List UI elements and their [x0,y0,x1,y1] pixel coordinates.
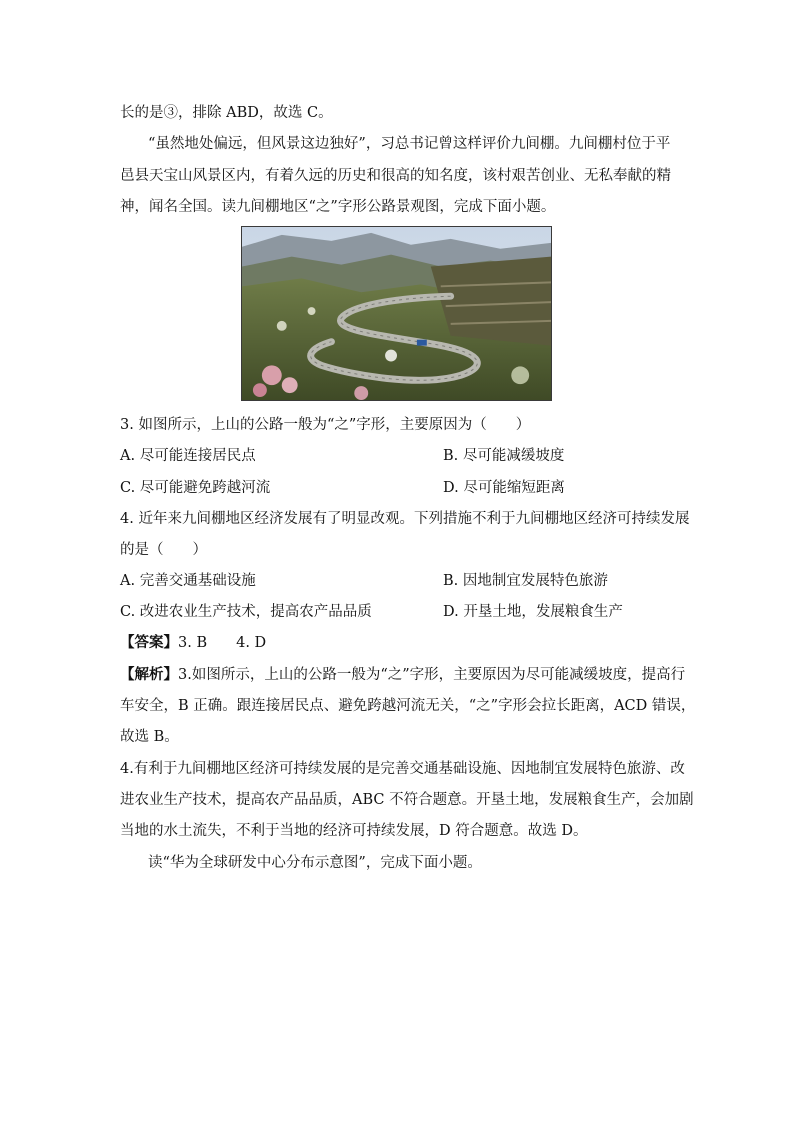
analysis-line-4: 4.有利于九间棚地区经济可持续发展的是完善交通基础设施、因地制宜发展特色旅游、改 [120,761,685,777]
answer-line [120,633,266,653]
question-4-stem-line-1: 4. 近年来九间棚地区经济发展有了明显改观。下列措施不利于九间棚地区经济可持续发展 [120,511,690,527]
analysis-line-3: 故选 B。 [120,729,179,745]
question-3-option-b: B. 尽可能减缓坡度 [443,448,565,464]
question-4-option-c: C. 改进农业生产技术，提高农产品品质 [120,604,372,620]
analysis-text-1: 3.如图所示，上山的公路一般为“之”字形，主要原因为尽可能减缓坡度，提高行 [178,667,686,683]
question-4-option-b: B. 因地制宜发展特色旅游 [443,573,608,589]
zigzag-road-photo [241,226,552,401]
question-4-stem-line-2: 的是（ ） [120,542,207,558]
analysis-tag: 【解析】 [120,666,178,683]
next-instruction: 读“华为全球研发中心分布示意图”，完成下面小题。 [148,855,482,871]
intro-line-3: 神，闻名全国。读九间棚地区“之”字形公路景观图，完成下面小题。 [120,199,556,215]
intro-line-2: 邑县天宝山风景区内，有着久远的历史和很高的知名度，该村艰苦创业、无私奉献的精 [120,168,671,184]
question-4-option-d: D. 开垦土地，发展粮食生产 [443,604,623,620]
intro-line-1: “虽然地处偏远，但风景这边独好”，习总书记曾这样评价九间棚。九间棚村位于平 [148,136,671,152]
analysis-line-5: 进农业生产技术，提高农产品品质，ABC 不符合题意。开垦土地，发展粮食生产，会加剧 [120,792,694,808]
analysis-line-1 [120,665,685,685]
question-3-stem: 3. 如图所示，上山的公路一般为“之”字形，主要原因为（ ） [120,417,531,433]
analysis-line-6: 当地的水土流失，不利于当地的经济可持续发展，D 符合题意。故选 D。 [120,823,588,839]
landscape-illustration [242,227,551,400]
analysis-line-2: 车安全，B 正确。跟连接居民点、避免跨越河流无关，“之”字形会拉长距离，ACD 错误， [120,698,696,714]
prev-answer-tail: 长的是③，排除 ABD，故选 C。 [120,105,333,121]
question-3-option-a: A. 尽可能连接居民点 [120,448,256,464]
answer-tag: 【答案】 [120,634,178,651]
question-3-option-c: C. 尽可能避免跨越河流 [120,480,271,496]
answer-text: 3. B 4. D [178,635,267,651]
question-3-option-d: D. 尽可能缩短距离 [443,480,565,496]
question-4-option-a: A. 完善交通基础设施 [120,573,256,589]
